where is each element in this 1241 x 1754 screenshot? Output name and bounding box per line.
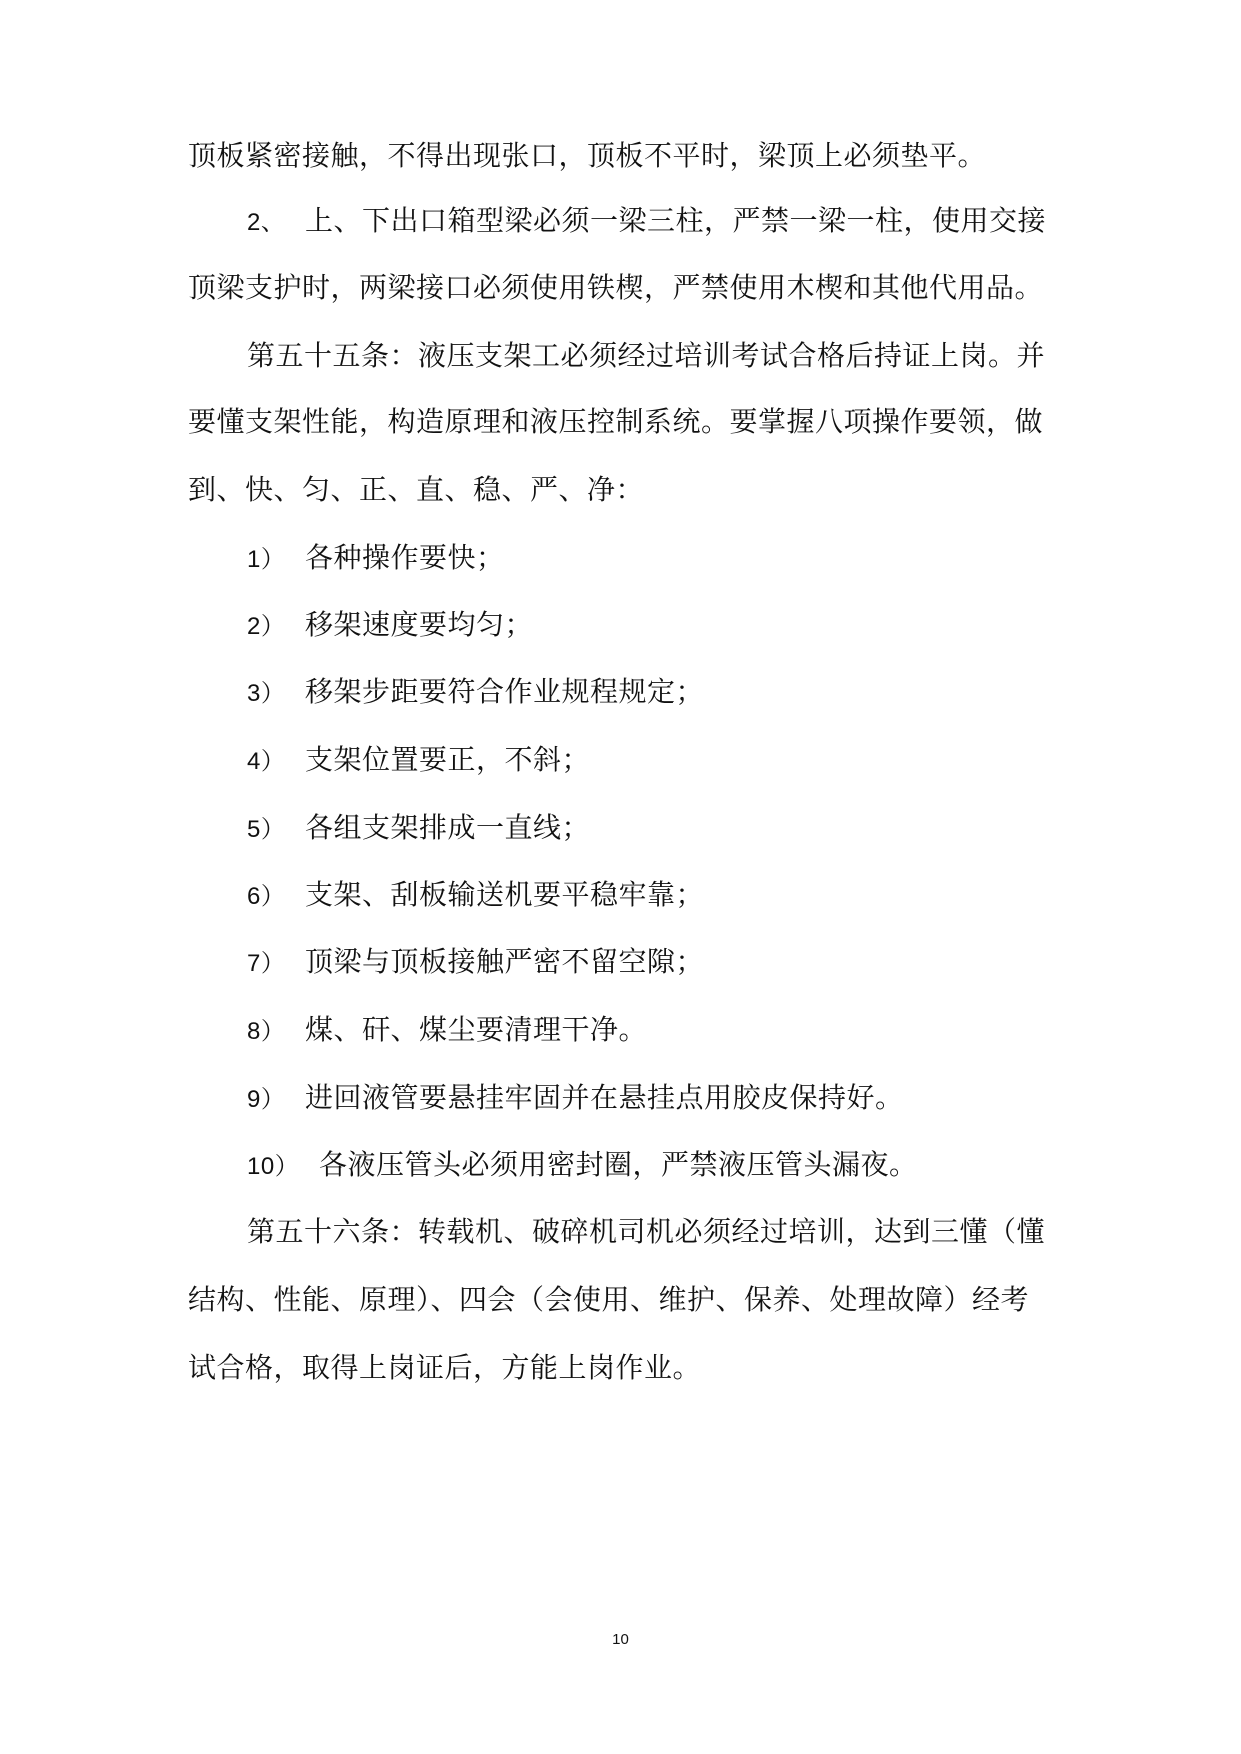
list-item-text: 支架、刮板输送机要平稳牢靠； (305, 878, 705, 911)
list-item-text: 各种操作要快； (305, 541, 505, 574)
item-text: 上、下出口箱型梁必须一梁三柱，严禁一梁一柱，使用交接 (305, 204, 1047, 237)
list-item-text: 各组支架排成一直线； (305, 811, 591, 844)
list-item-number: 1） (247, 546, 286, 573)
list-item-number: 8） (247, 1018, 286, 1045)
body-line: 到、快、匀、正、直、稳、严、净： (188, 473, 645, 506)
body-line: 试合格，取得上岗证后，方能上岗作业。 (188, 1351, 702, 1384)
list-item (247, 1080, 904, 1118)
list-item (247, 540, 505, 578)
article-55-line: 第五十五条：液压支架工必须经过培训考试合格后持证上岗。并 (247, 339, 1046, 372)
list-item-number: 9） (247, 1086, 286, 1113)
body-line: 顶板紧密接触，不得出现张口，顶板不平时，梁顶上必须垫平。 (188, 139, 987, 172)
list-item (247, 742, 590, 780)
list-item-number: 7） (247, 950, 286, 977)
page-number: 10 (612, 1631, 629, 1648)
list-item (247, 1012, 647, 1050)
body-line: 顶梁支护时，两梁接口必须使用铁楔，严禁使用木楔和其他代用品。 (188, 271, 1044, 304)
list-item-text: 进回液管要悬挂牢固并在悬挂点用胶皮保持好。 (305, 1081, 904, 1114)
list-item (247, 607, 533, 645)
list-item-number: 6） (247, 883, 286, 910)
list-item (247, 944, 704, 982)
body-line: 结构、性能、原理）、四会（会使用、维护、保养、处理故障）经考 (188, 1283, 1030, 1316)
list-item-text: 移架速度要均匀； (305, 608, 534, 641)
list-item (247, 1147, 918, 1185)
list-item-number: 4） (247, 748, 286, 775)
body-line: 要懂支架性能，构造原理和液压控制系统。要掌握八项操作要领，做 (188, 405, 1044, 438)
list-item-text: 各液压管头必须用密封圈，严禁液压管头漏夜。 (319, 1148, 918, 1181)
numbered-paragraph (247, 203, 1046, 241)
list-item-number: 5） (247, 816, 286, 843)
list-item-number: 2） (247, 613, 286, 640)
list-item-text: 移架步距要符合作业规程规定； (305, 675, 705, 708)
list-item (247, 877, 704, 915)
list-item-text: 煤、矸、煤尘要清理干净。 (305, 1013, 648, 1046)
item-number: 2、 (247, 209, 286, 236)
list-item (247, 674, 704, 712)
list-item (247, 810, 590, 848)
list-item-number: 3） (247, 680, 286, 707)
list-item-text: 支架位置要正，不斜； (305, 743, 591, 776)
article-56-line: 第五十六条：转载机、破碎机司机必须经过培训，达到三懂（懂 (247, 1215, 1046, 1248)
list-item-text: 顶梁与顶板接触严密不留空隙； (305, 945, 705, 978)
list-item-number: 10） (247, 1153, 300, 1180)
